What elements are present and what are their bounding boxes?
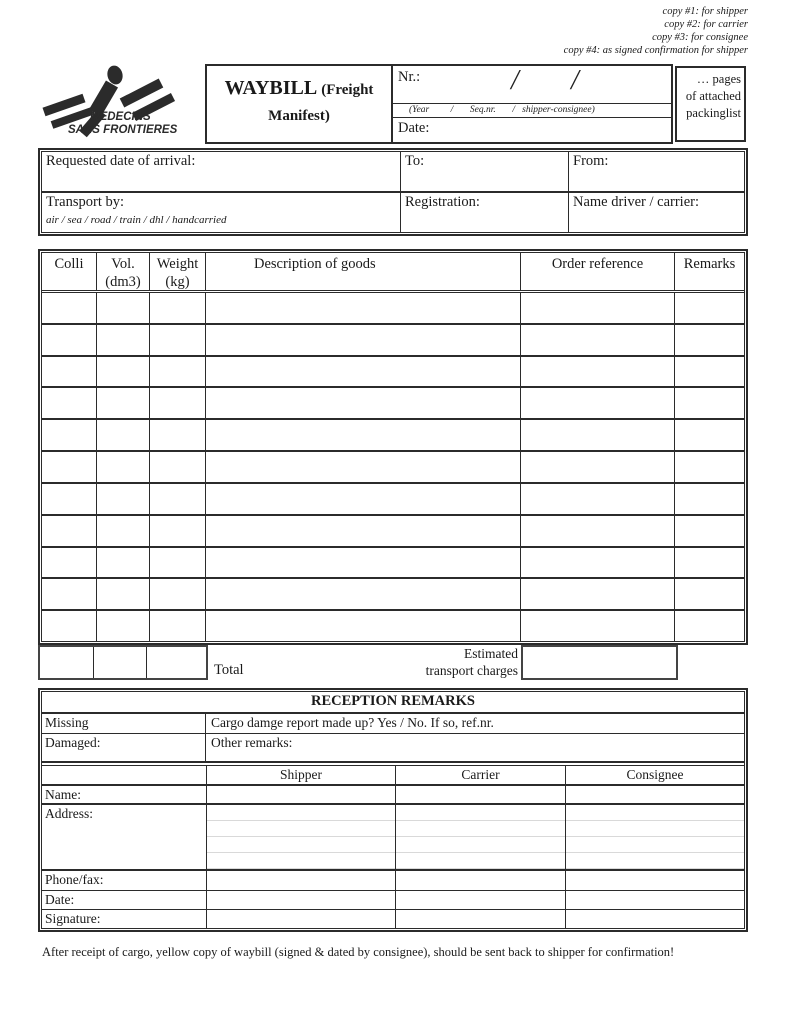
missing-row [42,714,744,734]
phone-fax-label: Phone/fax: [45,872,104,887]
goods-cell [96,420,149,450]
nr-separator-slash: / [511,65,519,96]
logo-text-line2: SANS FRONTIERES [68,124,178,136]
total-weight-cell [146,647,206,678]
goods-cell [520,325,674,355]
copy-note-line: copy #2: for carrier [664,19,748,30]
goods-cell [674,325,744,355]
goods-cell [520,516,674,546]
goods-cell [149,579,205,609]
damaged-row [42,734,744,763]
goods-cell [520,452,674,482]
header-band [38,64,748,144]
goods-cell [42,452,96,482]
goods-cell [42,516,96,546]
goods-cell [96,293,149,323]
goods-row [42,450,744,482]
goods-cell [205,325,520,355]
goods-cell [42,484,96,514]
carrier-name-cell [395,786,565,803]
goods-cell [96,548,149,578]
carrier-signature-cell [395,910,565,928]
goods-cell [149,611,205,641]
goods-row [42,418,744,450]
damaged-label: Damaged: [42,734,206,761]
goods-cell [520,357,674,387]
column-header-weight: Weight (kg) [149,253,205,291]
goods-cell [674,388,744,418]
column-header-description: Description of goods [205,253,520,291]
goods-cell [42,420,96,450]
requested-date-field: Requested date of arrival: [46,153,196,169]
goods-cell [674,420,744,450]
goods-cell [149,516,205,546]
shipper-phone-cell [206,871,395,890]
goods-cell [96,388,149,418]
goods-cell [149,452,205,482]
goods-cell [205,484,520,514]
goods-cell [520,579,674,609]
goods-cell [42,325,96,355]
goods-cell [96,484,149,514]
attached-packinglist-note [675,66,746,142]
pages-line: … pages [696,72,741,86]
total-label: Total [214,662,244,678]
waybill-number-box [393,64,673,144]
goods-cell [42,293,96,323]
total-colli-cell [40,647,93,678]
date-field [393,118,671,142]
pages-line: of attached [685,89,741,103]
goods-row [42,355,744,387]
goods-table-body [42,293,744,641]
consignee-phone-cell [565,871,744,890]
reception-remarks-title: RECEPTION REMARKS [42,692,744,714]
goods-cell [205,388,520,418]
registration-field: Registration: [400,191,568,232]
shipper-address-cell [206,805,395,869]
goods-cell [42,548,96,578]
copy-notes [38,0,748,57]
goods-cell [205,611,520,641]
page-title: WAYBILL [224,77,318,99]
waybill-title-box [205,64,393,144]
parties-table [42,765,744,928]
goods-cell [674,548,744,578]
goods-row [42,482,744,514]
column-header-volume: Vol. (dm3) [96,253,149,291]
goods-cell [674,516,744,546]
other-remarks-label: Other remarks: [211,735,293,750]
goods-cell [674,452,744,482]
goods-cell [96,579,149,609]
goods-cell [674,579,744,609]
goods-cell [149,357,205,387]
goods-cell [149,548,205,578]
estimated-transport-charges-cell [521,645,678,680]
goods-cell [520,611,674,641]
nr-label: Nr.: [398,69,421,85]
goods-cell [520,420,674,450]
msf-logo-figure [38,64,203,142]
goods-cell [96,357,149,387]
date-row [42,891,744,910]
page-subtitle: (Freight Manifest) [268,82,374,124]
goods-cell [149,388,205,418]
goods-row [42,577,744,609]
goods-cell [674,293,744,323]
column-header-order-reference: Order reference [520,253,674,291]
goods-total-row [38,645,748,680]
carrier-phone-cell [395,871,565,890]
copy-note-line: copy #3: for consignee [652,32,748,43]
logo-text-line1: MEDECINS [90,111,151,123]
name-row [42,786,744,805]
goods-cell [96,325,149,355]
to-field: To: [400,152,568,191]
goods-cell [149,484,205,514]
goods-table [38,249,748,645]
driver-carrier-field: Name driver / carrier: [568,191,744,232]
goods-cell [520,484,674,514]
consignee-address-cell [565,805,744,869]
copy-note-line: copy #1: for shipper [662,6,748,17]
shipper-name-cell [206,786,395,803]
goods-cell [520,548,674,578]
consignee-signature-cell [565,910,744,928]
goods-cell [205,516,520,546]
goods-cell [205,579,520,609]
goods-row [42,293,744,323]
goods-cell [205,357,520,387]
name-label: Name: [45,787,81,802]
msf-logo [38,64,205,144]
shipper-date-cell [206,891,395,909]
goods-row [42,323,744,355]
copy-note-line: copy #4: as signed confirmation for shipper [563,45,748,56]
transport-modes: air / sea / road / train / dhl / handcarried [46,214,227,226]
goods-cell [674,357,744,387]
goods-row [42,546,744,578]
address-row [42,805,744,871]
total-volume-cell [93,647,146,678]
nr-field [393,66,671,103]
goods-row [42,609,744,641]
goods-cell [42,579,96,609]
goods-cell [96,611,149,641]
address-label: Address: [45,806,93,821]
totals-cells-group [38,645,208,680]
goods-row [42,514,744,546]
footer-instruction: After receipt of cargo, yellow copy of waybill (signed & dated by consignee), should be sent back to shipper for confirmation! [42,945,675,959]
goods-cell [42,611,96,641]
reception-remarks-section [38,688,748,932]
goods-cell [205,420,520,450]
goods-cell [520,388,674,418]
goods-cell [674,611,744,641]
nr-separator-slash: / [571,65,579,96]
shipper-signature-cell [206,910,395,928]
carrier-address-cell [395,805,565,869]
column-header-shipper: Shipper [206,766,395,784]
goods-cell [149,293,205,323]
parties-header-row [42,766,744,786]
goods-cell [149,420,205,450]
goods-cell [42,357,96,387]
date-row-label: Date: [45,892,75,907]
column-header-colli: Colli [54,256,84,272]
goods-table-header [42,253,744,293]
column-header-consignee: Consignee [565,766,744,784]
goods-cell [96,516,149,546]
estimated-transport-charges-label: Estimated transport charges [425,646,518,678]
goods-cell [42,388,96,418]
missing-label: Missing [42,714,206,733]
signature-label: Signature: [45,911,101,926]
shipment-info-section [38,148,748,236]
goods-cell [674,484,744,514]
goods-cell [205,293,520,323]
from-field: From: [568,152,744,191]
consignee-date-cell [565,891,744,909]
goods-cell [149,325,205,355]
goods-cell [96,452,149,482]
pages-line: packinglist [686,106,741,120]
phone-fax-row [42,871,744,891]
goods-cell [205,548,520,578]
column-header-remarks: Remarks [674,253,744,291]
transport-by-field [42,191,400,232]
column-header-carrier: Carrier [395,766,565,784]
date-label: Date: [398,120,430,136]
signature-row [42,910,744,928]
carrier-date-cell [395,891,565,909]
goods-row [42,386,744,418]
cargo-damage-question: Cargo damge report made up? Yes / No. If so, ref.nr. [211,715,494,730]
goods-cell [520,293,674,323]
consignee-name-cell [565,786,744,803]
transport-by-label: Transport by: [46,194,125,210]
nr-format-hint: (Year / Seq.nr. / shipper-consignee) [393,103,671,118]
goods-cell [205,452,520,482]
